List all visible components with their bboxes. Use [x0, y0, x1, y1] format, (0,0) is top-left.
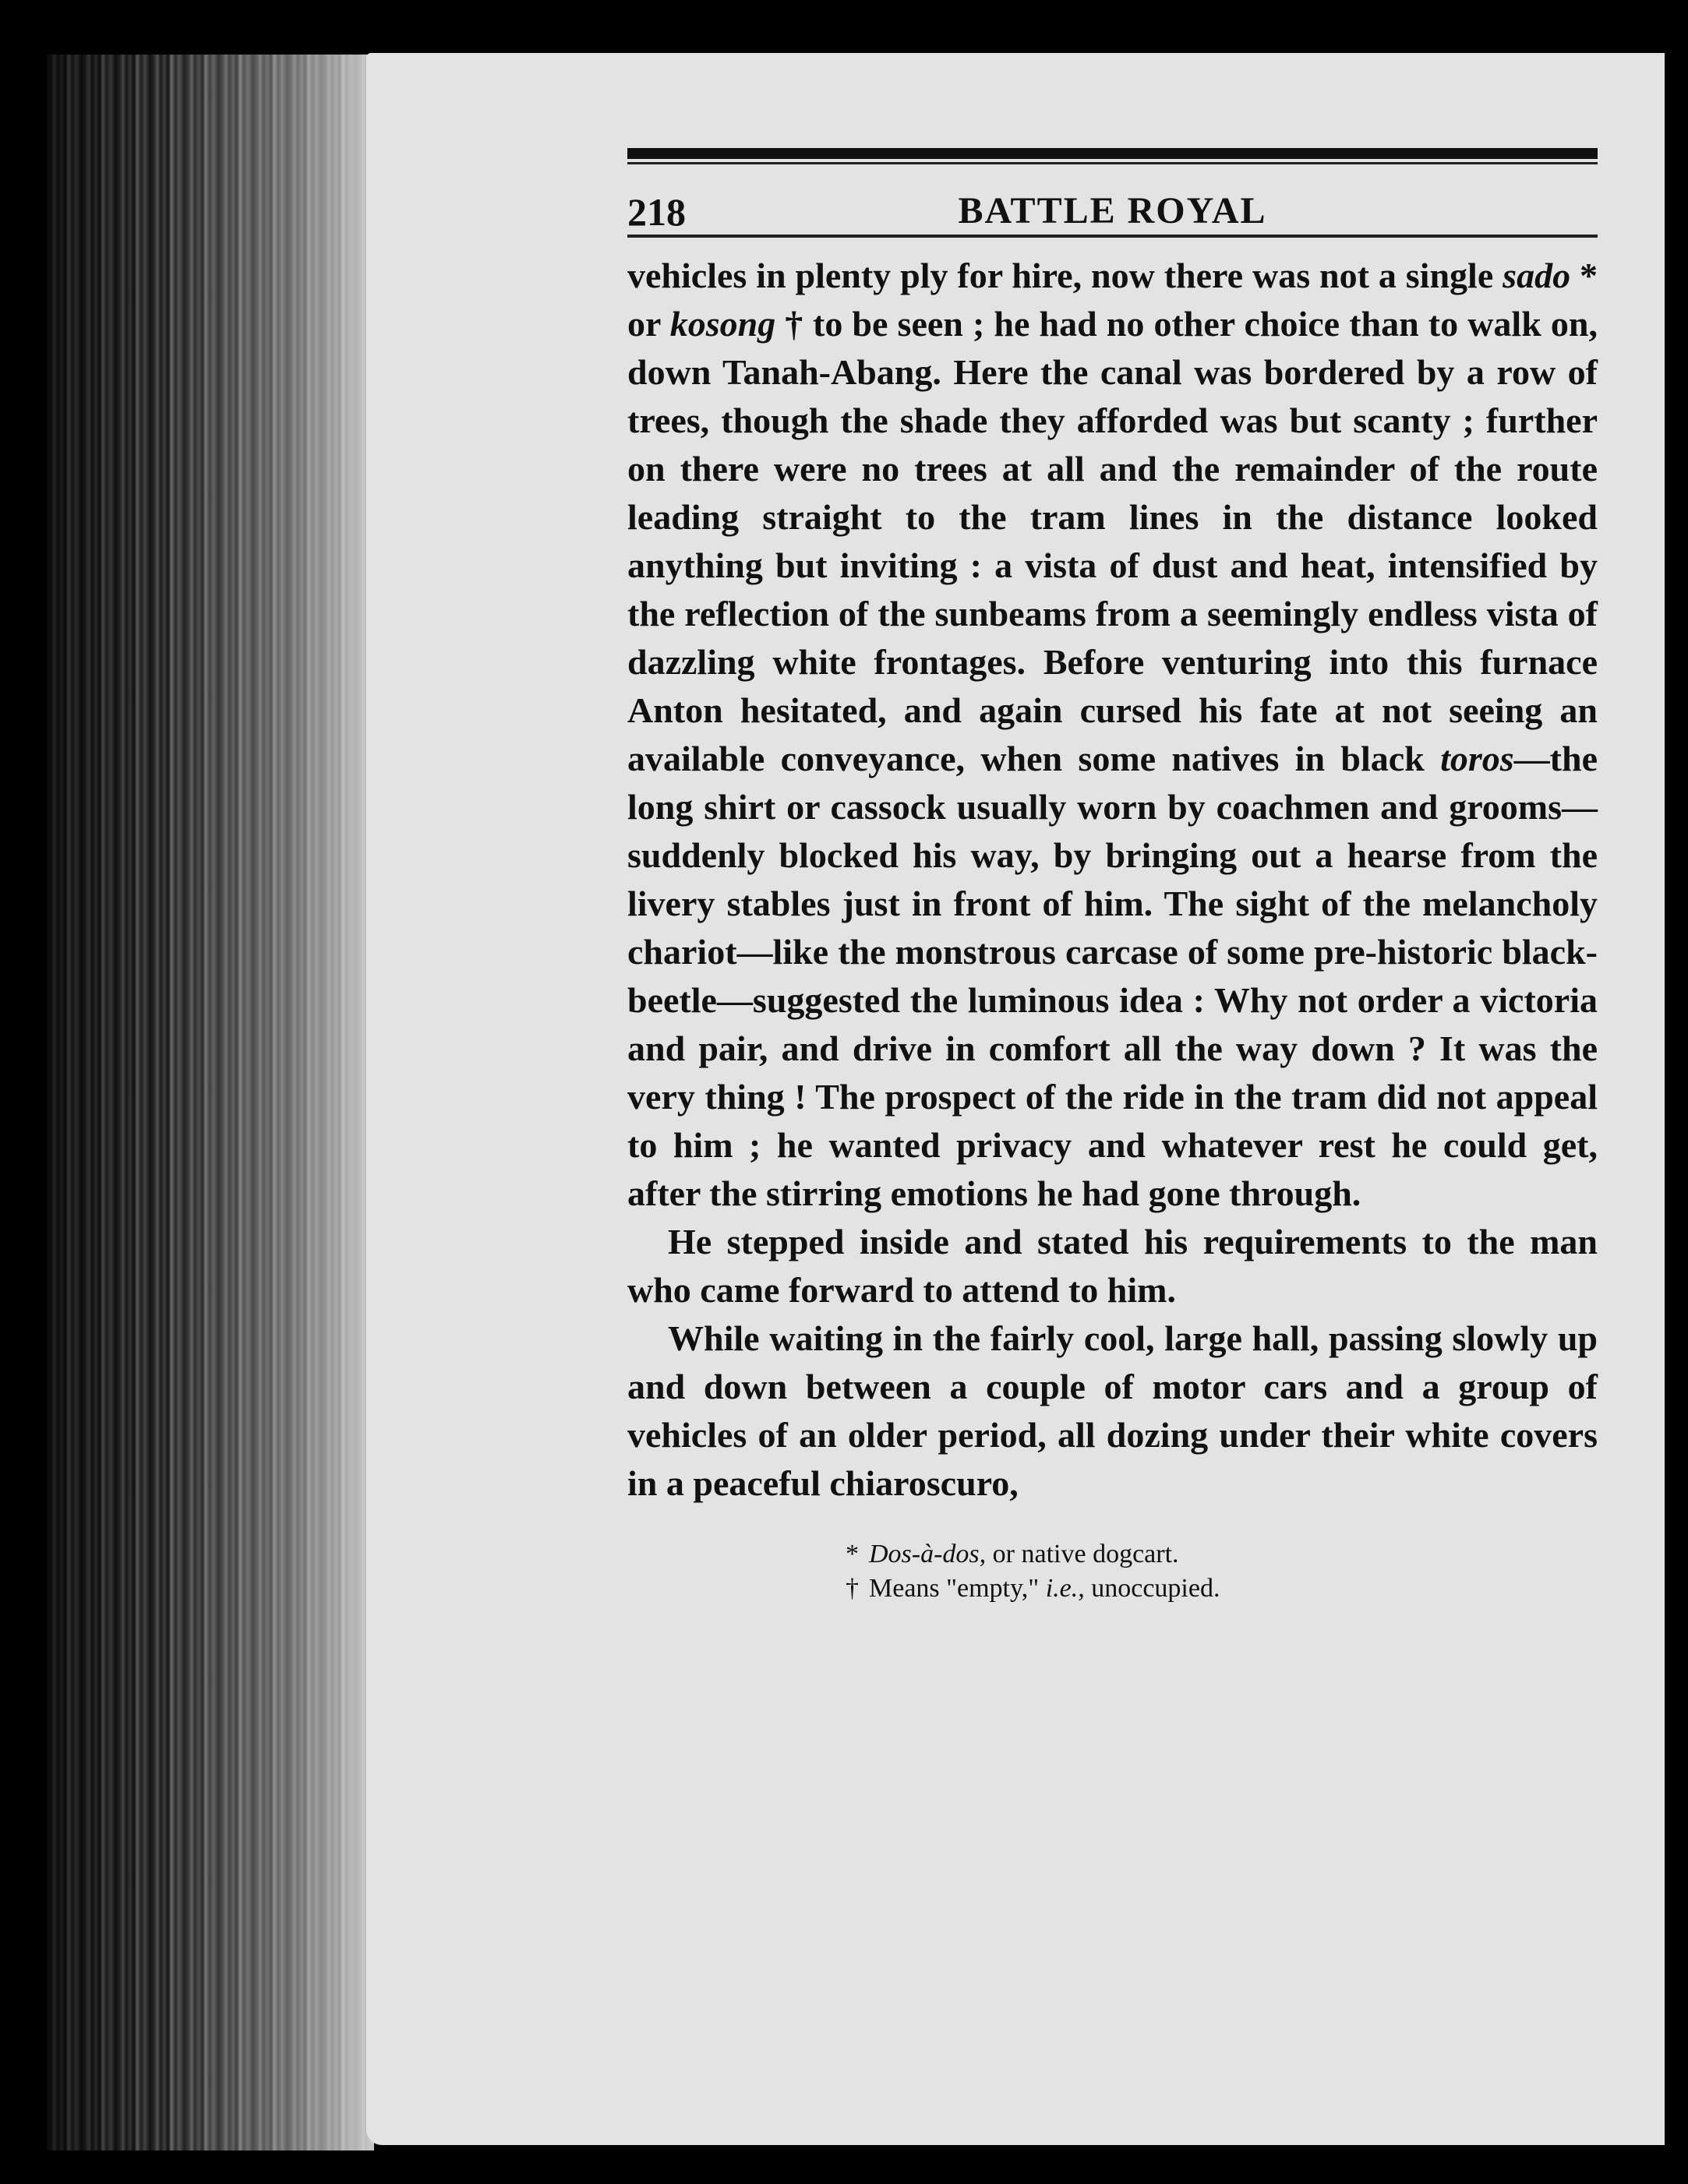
running-title: BATTLE ROYAL — [958, 190, 1267, 231]
header-rule-thick — [627, 148, 1598, 159]
term-toros: toros — [1440, 739, 1514, 778]
paragraph-1-text-b: * or — [627, 256, 1598, 344]
footnote-2-mark: † — [846, 1574, 859, 1603]
paragraph-1-text-a: vehicles in plenty ply for hire, now there was not a single — [627, 256, 1503, 295]
footnote-2 — [846, 1572, 1598, 1606]
term-sado: sado — [1503, 256, 1571, 295]
footnotes — [627, 1537, 1598, 1606]
footnote-1-mark: * — [846, 1540, 859, 1568]
paragraph-2: He stepped inside and stated his requirements to the man who came forward to attend to him. — [627, 1222, 1598, 1310]
paragraph-3: While waiting in the fairly cool, large hall, passing slowly up and down between a couple of motor cars and a group of vehicles of an older period, all dozing under their white covers in a peaceful chiaroscuro, — [627, 1318, 1598, 1503]
page-number: 218 — [627, 190, 686, 234]
paragraph-1 — [627, 252, 1598, 1218]
footnote-2-term: i.e., — [1045, 1574, 1085, 1603]
footnote-1 — [846, 1537, 1598, 1572]
running-head — [627, 164, 1598, 235]
page-content — [627, 148, 1598, 1606]
paragraph-1-text-d: —the long shirt or cassock usually worn by coachmen and grooms—suddenly blocked his way, by bringing out a hearse from the livery stables just in front of him. The sight of the melancholy chariot—like the monstrous carcase of some pre-historic black-beetle—suggested the luminous idea : Why not order a victoria and pair, and drive in comfort all the way down ? It was the very thing ! The prospect of the ride in the tram did not appeal to him ; he wanted privacy and whatever rest he could get, after the stirring emotions he had gone through. — [627, 739, 1598, 1213]
running-head-rule — [627, 235, 1598, 238]
term-kosong: kosong — [669, 304, 776, 344]
book-edge — [47, 55, 374, 2150]
footnote-2-text-a: Means "empty," — [869, 1574, 1046, 1603]
footnote-2-text-b: unoccupied. — [1084, 1574, 1220, 1603]
body-text — [627, 252, 1598, 1508]
footnote-1-term: Dos-à-dos, — [869, 1540, 987, 1568]
footnote-1-text: or native dogcart. — [986, 1540, 1179, 1568]
paragraph-1-text-c: † to be seen ; he had no other choice than to walk on, down Tanah-Abang. Here the canal was bordered by a row of trees, though the shade they afforded was but scanty ; further on there were no trees at all and the remainder of the route leading straight to the tram lines in the distance looked anything but inviting : a vista of dust and heat, intensified by the reflection of the sunbeams from a seemingly endless vista of dazzling white frontages. Before venturing into this furnace Anton hesitated, and again cursed his fate at not seeing an available conveyance, when some natives in black — [627, 304, 1598, 778]
